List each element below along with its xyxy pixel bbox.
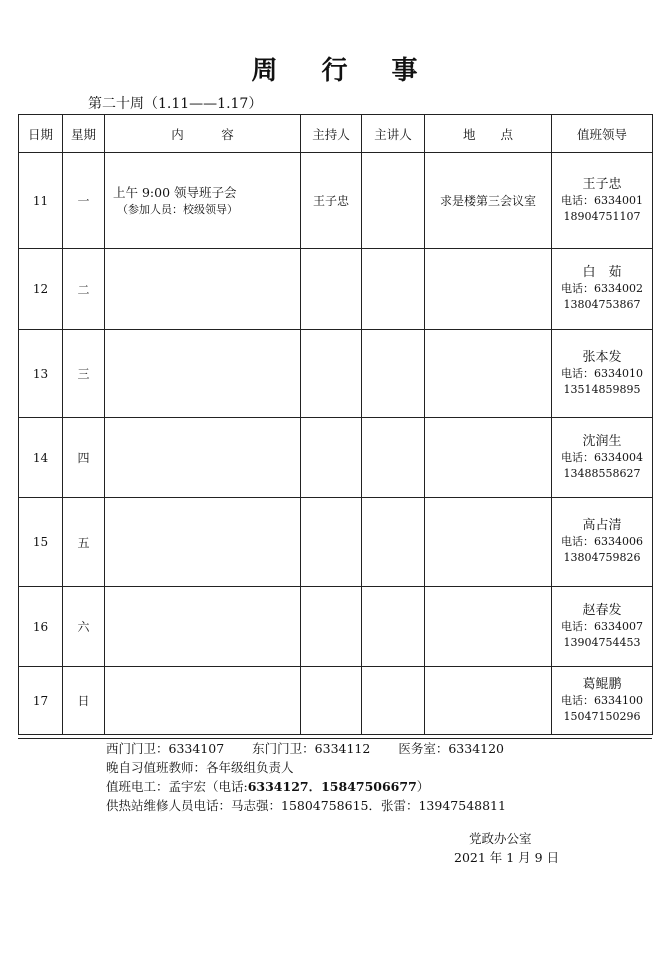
date-cell: 11 — [19, 153, 63, 249]
electrician-suffix: ） — [416, 779, 430, 794]
electrician-prefix: 值班电工：孟宇宏（电话: — [106, 779, 248, 794]
weekday-cell: 一 — [63, 153, 105, 249]
duty-leader-cell — [552, 249, 653, 330]
date-cell: 12 — [19, 249, 63, 330]
duty-leader-mobile: 13488558627 — [563, 466, 641, 480]
host-cell — [301, 249, 362, 330]
table-row — [19, 587, 653, 667]
duty-leader-name: 白 茹 — [582, 265, 622, 280]
west-gate-phone: 西门门卫：6334107 — [106, 741, 225, 756]
title-char-1: 周 — [251, 56, 278, 86]
header-row — [19, 115, 653, 153]
duty-leader-mobile: 13904754453 — [563, 635, 641, 649]
speaker-cell — [362, 498, 425, 587]
header-duty-leader: 值班领导 — [552, 115, 653, 153]
host-cell — [301, 667, 362, 735]
duty-leader-cell — [552, 418, 653, 498]
duty-leader-name: 高占清 — [582, 518, 622, 533]
week-label: 第二十周（1.11——1.17） — [88, 96, 263, 112]
duty-leader-phone: 电话：6334100 — [561, 693, 643, 707]
weekday-cell: 六 — [63, 587, 105, 667]
content-cell — [105, 330, 301, 418]
duty-leader-mobile: 15047150296 — [563, 709, 641, 723]
location-cell — [425, 498, 552, 587]
date-cell: 15 — [19, 498, 63, 587]
duty-leader-phone: 电话：6334006 — [561, 535, 643, 548]
duty-leader-cell — [552, 498, 653, 587]
content-cell — [105, 587, 301, 667]
duty-leader-cell — [552, 587, 653, 667]
electrician-phones: 6334127．15847506677 — [247, 779, 417, 794]
heating-line: 供热站维修人员电话：马志强：15804758615．张雷：13947548811 — [106, 798, 506, 813]
duty-leader-phone: 电话：6334004 — [561, 450, 643, 464]
header-host: 主持人 — [301, 115, 362, 153]
host-cell — [301, 330, 362, 418]
duty-leader-name: 沈润生 — [582, 433, 622, 449]
speaker-cell — [362, 330, 425, 418]
date-cell: 17 — [19, 667, 63, 735]
table-row — [19, 667, 653, 735]
weekday-cell: 五 — [63, 498, 105, 587]
weekday-cell: 四 — [63, 418, 105, 498]
duty-leader-name: 葛鲲鹏 — [582, 676, 622, 692]
host-cell — [301, 498, 362, 587]
header-speaker: 主讲人 — [362, 115, 425, 153]
header-weekday: 星期 — [63, 115, 105, 153]
duty-leader-name: 张本发 — [582, 349, 622, 365]
weekday-cell: 三 — [63, 330, 105, 418]
weekday-cell: 二 — [63, 249, 105, 330]
duty-leader-phone: 电话：6334002 — [561, 282, 643, 295]
signature-block — [454, 829, 560, 867]
table-row — [19, 153, 653, 249]
content-cell — [105, 153, 301, 249]
duty-leader-phone: 电话：6334010 — [561, 366, 643, 380]
table-row — [19, 418, 653, 498]
speaker-cell — [362, 249, 425, 330]
date-cell: 16 — [19, 587, 63, 667]
content-cell — [105, 418, 301, 498]
east-gate-phone: 东门门卫：6334112 — [252, 741, 371, 756]
table-row — [19, 249, 653, 330]
duty-leader-phone: 电话：6334007 — [561, 619, 643, 633]
content-main: 上午 9:00 领导班子会 — [113, 184, 237, 200]
date-cell: 14 — [19, 418, 63, 498]
table-row — [19, 498, 653, 587]
content-cell — [105, 667, 301, 735]
evening-study-line: 晚自习值班教师：各年级组负责人 — [106, 760, 294, 775]
duty-leader-mobile: 18904751107 — [563, 209, 641, 223]
office-name: 党政办公室 — [469, 831, 532, 846]
title-char-2: 行 — [321, 56, 348, 86]
gate-clinic-line — [106, 739, 506, 758]
speaker-cell — [362, 153, 425, 249]
speaker-cell — [362, 587, 425, 667]
date-cell: 13 — [19, 330, 63, 418]
issue-date: 2021 年 1 月 9 日 — [454, 850, 560, 865]
content-sub: （参加人员：校级领导） — [117, 202, 238, 216]
duty-leader-cell — [552, 330, 653, 418]
host-cell — [301, 418, 362, 498]
content-cell — [105, 249, 301, 330]
header-date: 日期 — [19, 115, 63, 153]
clinic-phone: 医务室：6334120 — [398, 741, 505, 756]
duty-leader-cell — [552, 153, 653, 249]
host-cell — [301, 587, 362, 667]
duty-leader-mobile: 13804753867 — [563, 298, 641, 311]
location-cell — [425, 667, 552, 735]
contact-notes — [106, 739, 506, 815]
location-cell: 求是楼第三会议室 — [425, 153, 552, 249]
duty-leader-mobile: 13514859895 — [563, 382, 641, 396]
electrician-line — [106, 777, 506, 796]
schedule-table — [18, 114, 653, 735]
duty-leader-cell — [552, 667, 653, 735]
location-cell — [425, 249, 552, 330]
location-cell — [425, 418, 552, 498]
header-content: 内 容 — [105, 115, 301, 153]
table-row — [19, 330, 653, 418]
duty-leader-mobile: 13804759826 — [563, 551, 641, 564]
weekday-cell: 日 — [63, 667, 105, 735]
title-char-3: 事 — [391, 56, 418, 86]
duty-leader-name: 赵春发 — [582, 602, 622, 618]
duty-leader-name: 王子忠 — [582, 176, 622, 192]
location-cell — [425, 330, 552, 418]
speaker-cell — [362, 418, 425, 498]
content-cell — [105, 498, 301, 587]
header-location: 地 点 — [425, 115, 552, 153]
location-cell — [425, 587, 552, 667]
page-title — [0, 50, 669, 87]
speaker-cell — [362, 667, 425, 735]
duty-leader-phone: 电话：6334001 — [561, 193, 643, 207]
host-cell: 王子忠 — [301, 153, 362, 249]
